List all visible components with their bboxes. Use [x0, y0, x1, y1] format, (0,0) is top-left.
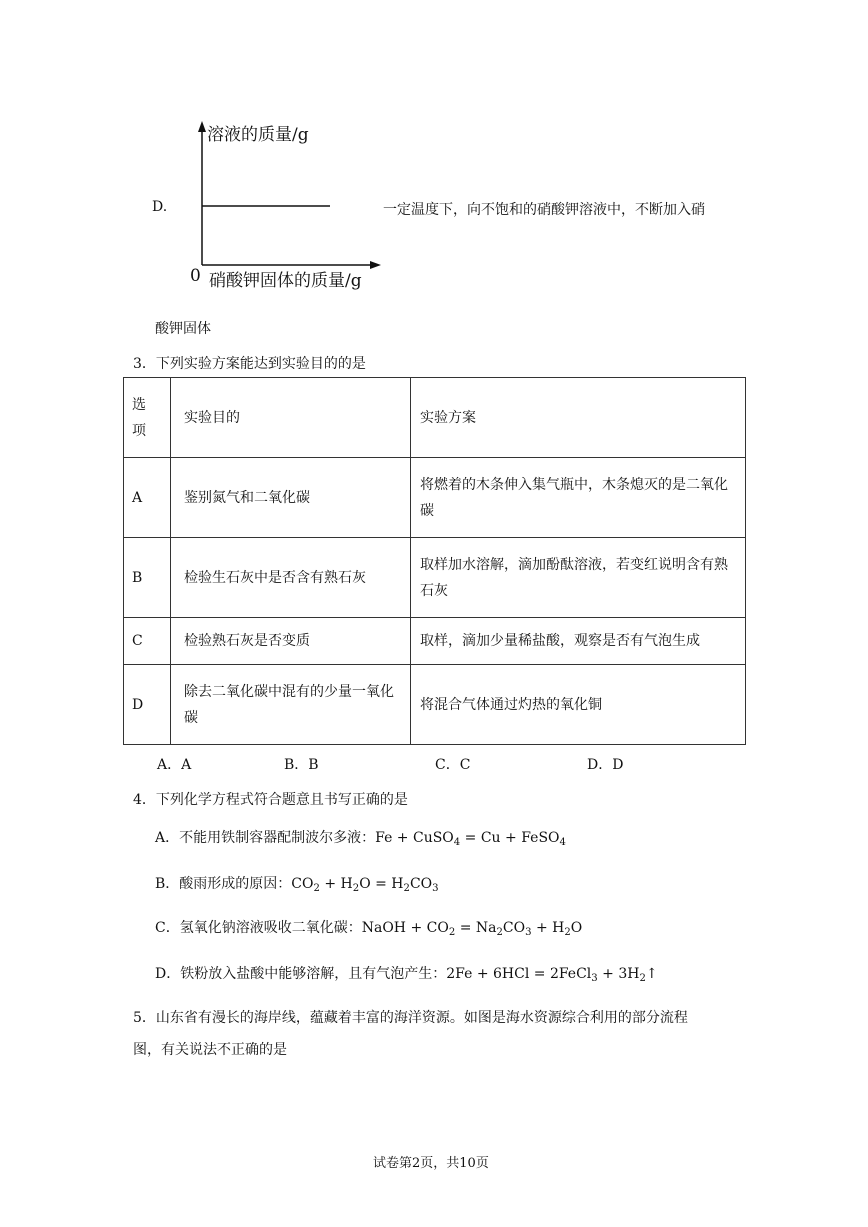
q4-option-b[interactable]	[155, 873, 439, 894]
row-option: C	[124, 618, 171, 665]
q4-option-c[interactable]	[155, 917, 582, 938]
header-option: 选项	[124, 378, 171, 458]
q3-choice-d[interactable]: D．D	[587, 757, 624, 773]
q4-option-b-equation: $CO_2 + H_2O = H_2CO_3$	[291, 876, 439, 895]
q4-option-c-equation: NaOH + $CO_2 = Na_2CO_3 + H_2O$	[361, 920, 583, 939]
q3-table	[123, 377, 746, 745]
header-goal: 实验目的	[171, 378, 411, 458]
q2-option-d-letter: D.	[152, 199, 168, 215]
table-row	[124, 538, 746, 618]
q4-option-a-label: A．不能用铁制容器配制波尔多液：	[155, 830, 376, 846]
q2-option-d-description-cont: 酸钾固体	[155, 321, 211, 337]
table-header-row	[124, 378, 746, 458]
row-plan: 将混合气体通过灼热的氧化铜	[411, 665, 746, 745]
graph-x-axis-label: 硝酸钾固体的质量/g	[209, 271, 362, 291]
row-goal: 鉴别氮气和二氧化碳	[171, 458, 411, 538]
q4-option-d-equation: 2Fe + 6HCl = 2FeCl$_3$ + $3H_2↑$	[446, 966, 658, 985]
q4-option-a-equation: Fe + CuSO$_4$ = Cu + FeSO$_4$	[375, 830, 566, 849]
table-row	[124, 618, 746, 665]
q3-stem: 3．下列实验方案能达到实验目的的是	[133, 356, 366, 372]
q5-stem-line2: 图，有关说法不正确的是	[133, 1042, 287, 1058]
row-plan: 取样，滴加少量稀盐酸，观察是否有气泡生成	[411, 618, 746, 665]
row-goal: 检验熟石灰是否变质	[171, 618, 411, 665]
q4-stem: 4．下列化学方程式符合题意且书写正确的是	[133, 792, 408, 808]
row-goal: 除去二氧化碳中混有的少量一氧化碳	[171, 665, 411, 745]
row-option: B	[124, 538, 171, 618]
graph-origin-label: 0	[190, 266, 201, 286]
q4-option-d-label: D．铁粉放入盐酸中能够溶解，且有气泡产生：	[155, 966, 447, 982]
table-row	[124, 665, 746, 745]
graph-y-axis-label: 溶液的质量/g	[207, 125, 309, 145]
row-goal: 检验生石灰中是否含有熟石灰	[171, 538, 411, 618]
x-axis-arrow	[370, 261, 381, 269]
row-option: D	[124, 665, 171, 745]
q4-option-a[interactable]	[155, 827, 566, 848]
page-footer: 试卷第2页，共10页	[373, 1156, 489, 1171]
q4-option-c-label: C．氢氧化钠溶液吸收二氧化碳：	[155, 920, 362, 936]
row-plan: 将燃着的木条伸入集气瓶中，木条熄灭的是二氧化碳	[411, 458, 746, 538]
q2-option-d-description: 一定温度下，向不饱和的硝酸钾溶液中，不断加入硝	[383, 202, 705, 218]
row-option: A	[124, 458, 171, 538]
q3-choice-c[interactable]: C．C	[435, 757, 471, 773]
q5-stem-line1: 5．山东省有漫长的海岸线，蕴藏着丰富的海洋资源。如图是海水资源综合利用的部分流程	[133, 1010, 688, 1026]
q3-choice-a[interactable]: A．A	[157, 757, 192, 773]
q4-option-d[interactable]	[155, 963, 658, 984]
q3-choice-b[interactable]: B．B	[284, 757, 319, 773]
q4-option-b-label: B．酸雨形成的原因：	[155, 876, 292, 892]
row-plan: 取样加水溶解，滴加酚酞溶液，若变红说明含有熟石灰	[411, 538, 746, 618]
y-axis-arrow	[198, 121, 206, 132]
table-row	[124, 458, 746, 538]
header-plan: 实验方案	[411, 378, 746, 458]
